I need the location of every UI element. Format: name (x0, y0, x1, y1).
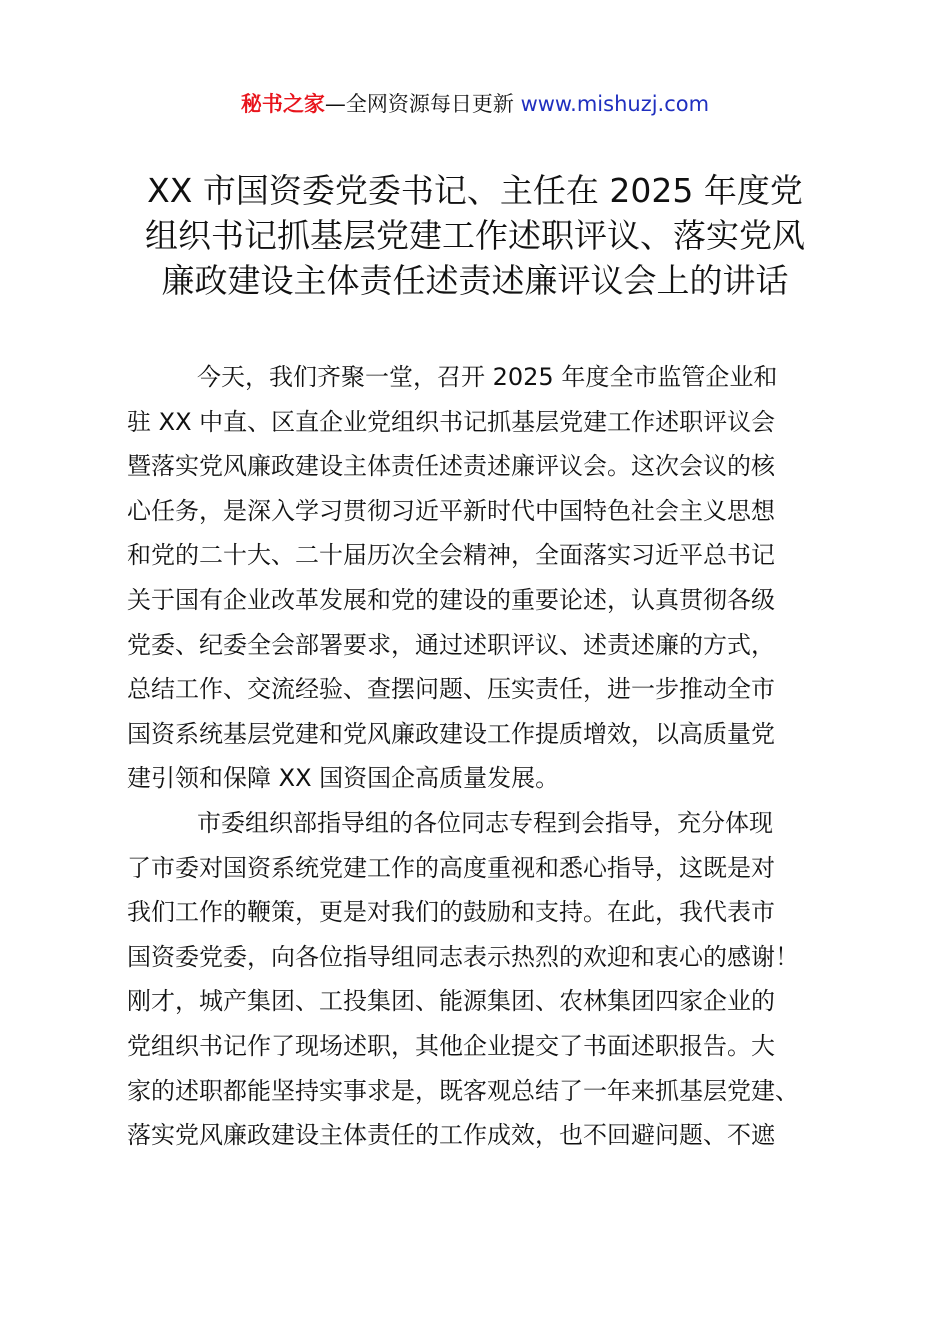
body-line: 国资委党委，向各位指导组同志表示热烈的欢迎和衷心的感谢！ (127, 942, 799, 971)
body-line: 今天，我们齐聚一堂，召开 2025 年度全市监管企业和 (197, 363, 778, 391)
body-line: 国资系统基层党建和党风廉政建设工作提质增效，以高质量党 (127, 719, 775, 748)
body-line: 心任务，是深入学习贯彻习近平新时代中国特色社会主义思想 (127, 496, 775, 525)
body-line: 党委、纪委全会部署要求，通过述职评议、述责述廉的方式， (127, 630, 775, 659)
site-url-link[interactable]: www.mishuzj.com (520, 92, 710, 116)
document-title (110, 168, 840, 303)
body-line: 家的述职都能坚持实事求是，既客观总结了一年来抓基层党建、 (127, 1076, 799, 1105)
body-line: 和党的二十大、二十届历次全会精神，全面落实习近平总书记 (127, 541, 775, 570)
title-line: XX 市国资委党委书记、主任在 2025 年度党 (147, 171, 803, 210)
body-line: 落实党风廉政建设主体责任的工作成效，也不回避问题、不遮 (127, 1121, 775, 1150)
body-line: 我们工作的鞭策，更是对我们的鼓励和支持。在此，我代表市 (127, 898, 775, 927)
body-line: 关于国有企业改革发展和党的建设的重要论述，认真贯彻各级 (127, 585, 775, 614)
document-body (127, 355, 847, 1158)
body-line: 刚才，城产集团、工投集团、能源集团、农林集团四家企业的 (127, 987, 775, 1016)
body-line: 市委组织部指导组的各位同志专程到会指导，充分体现 (197, 808, 773, 837)
title-line: 廉政建设主体责任述责述廉评议会上的讲话 (161, 261, 789, 300)
header-tagline: —全网资源每日更新 (324, 92, 521, 116)
body-line: 驻 XX 中直、区直企业党组织书记抓基层党建工作述职评议会 (127, 407, 776, 436)
body-line: 总结工作、交流经验、查摆问题、压实责任，进一步推动全市 (127, 675, 775, 704)
site-header (0, 88, 950, 120)
body-line: 了市委对国资系统党建工作的高度重视和悉心指导，这既是对 (127, 853, 775, 882)
body-line: 党组织书记作了现场述职，其他企业提交了书面述职报告。大 (127, 1031, 775, 1060)
title-line: 组织书记抓基层党建工作述职评议、落实党风 (145, 216, 805, 255)
body-line: 暨落实党风廉政建设主体责任述责述廉评议会。这次会议的核 (127, 452, 775, 481)
body-line: 建引领和保障 XX 国资国企高质量发展。 (127, 764, 560, 793)
brand-name: 秘书之家 (240, 92, 325, 116)
